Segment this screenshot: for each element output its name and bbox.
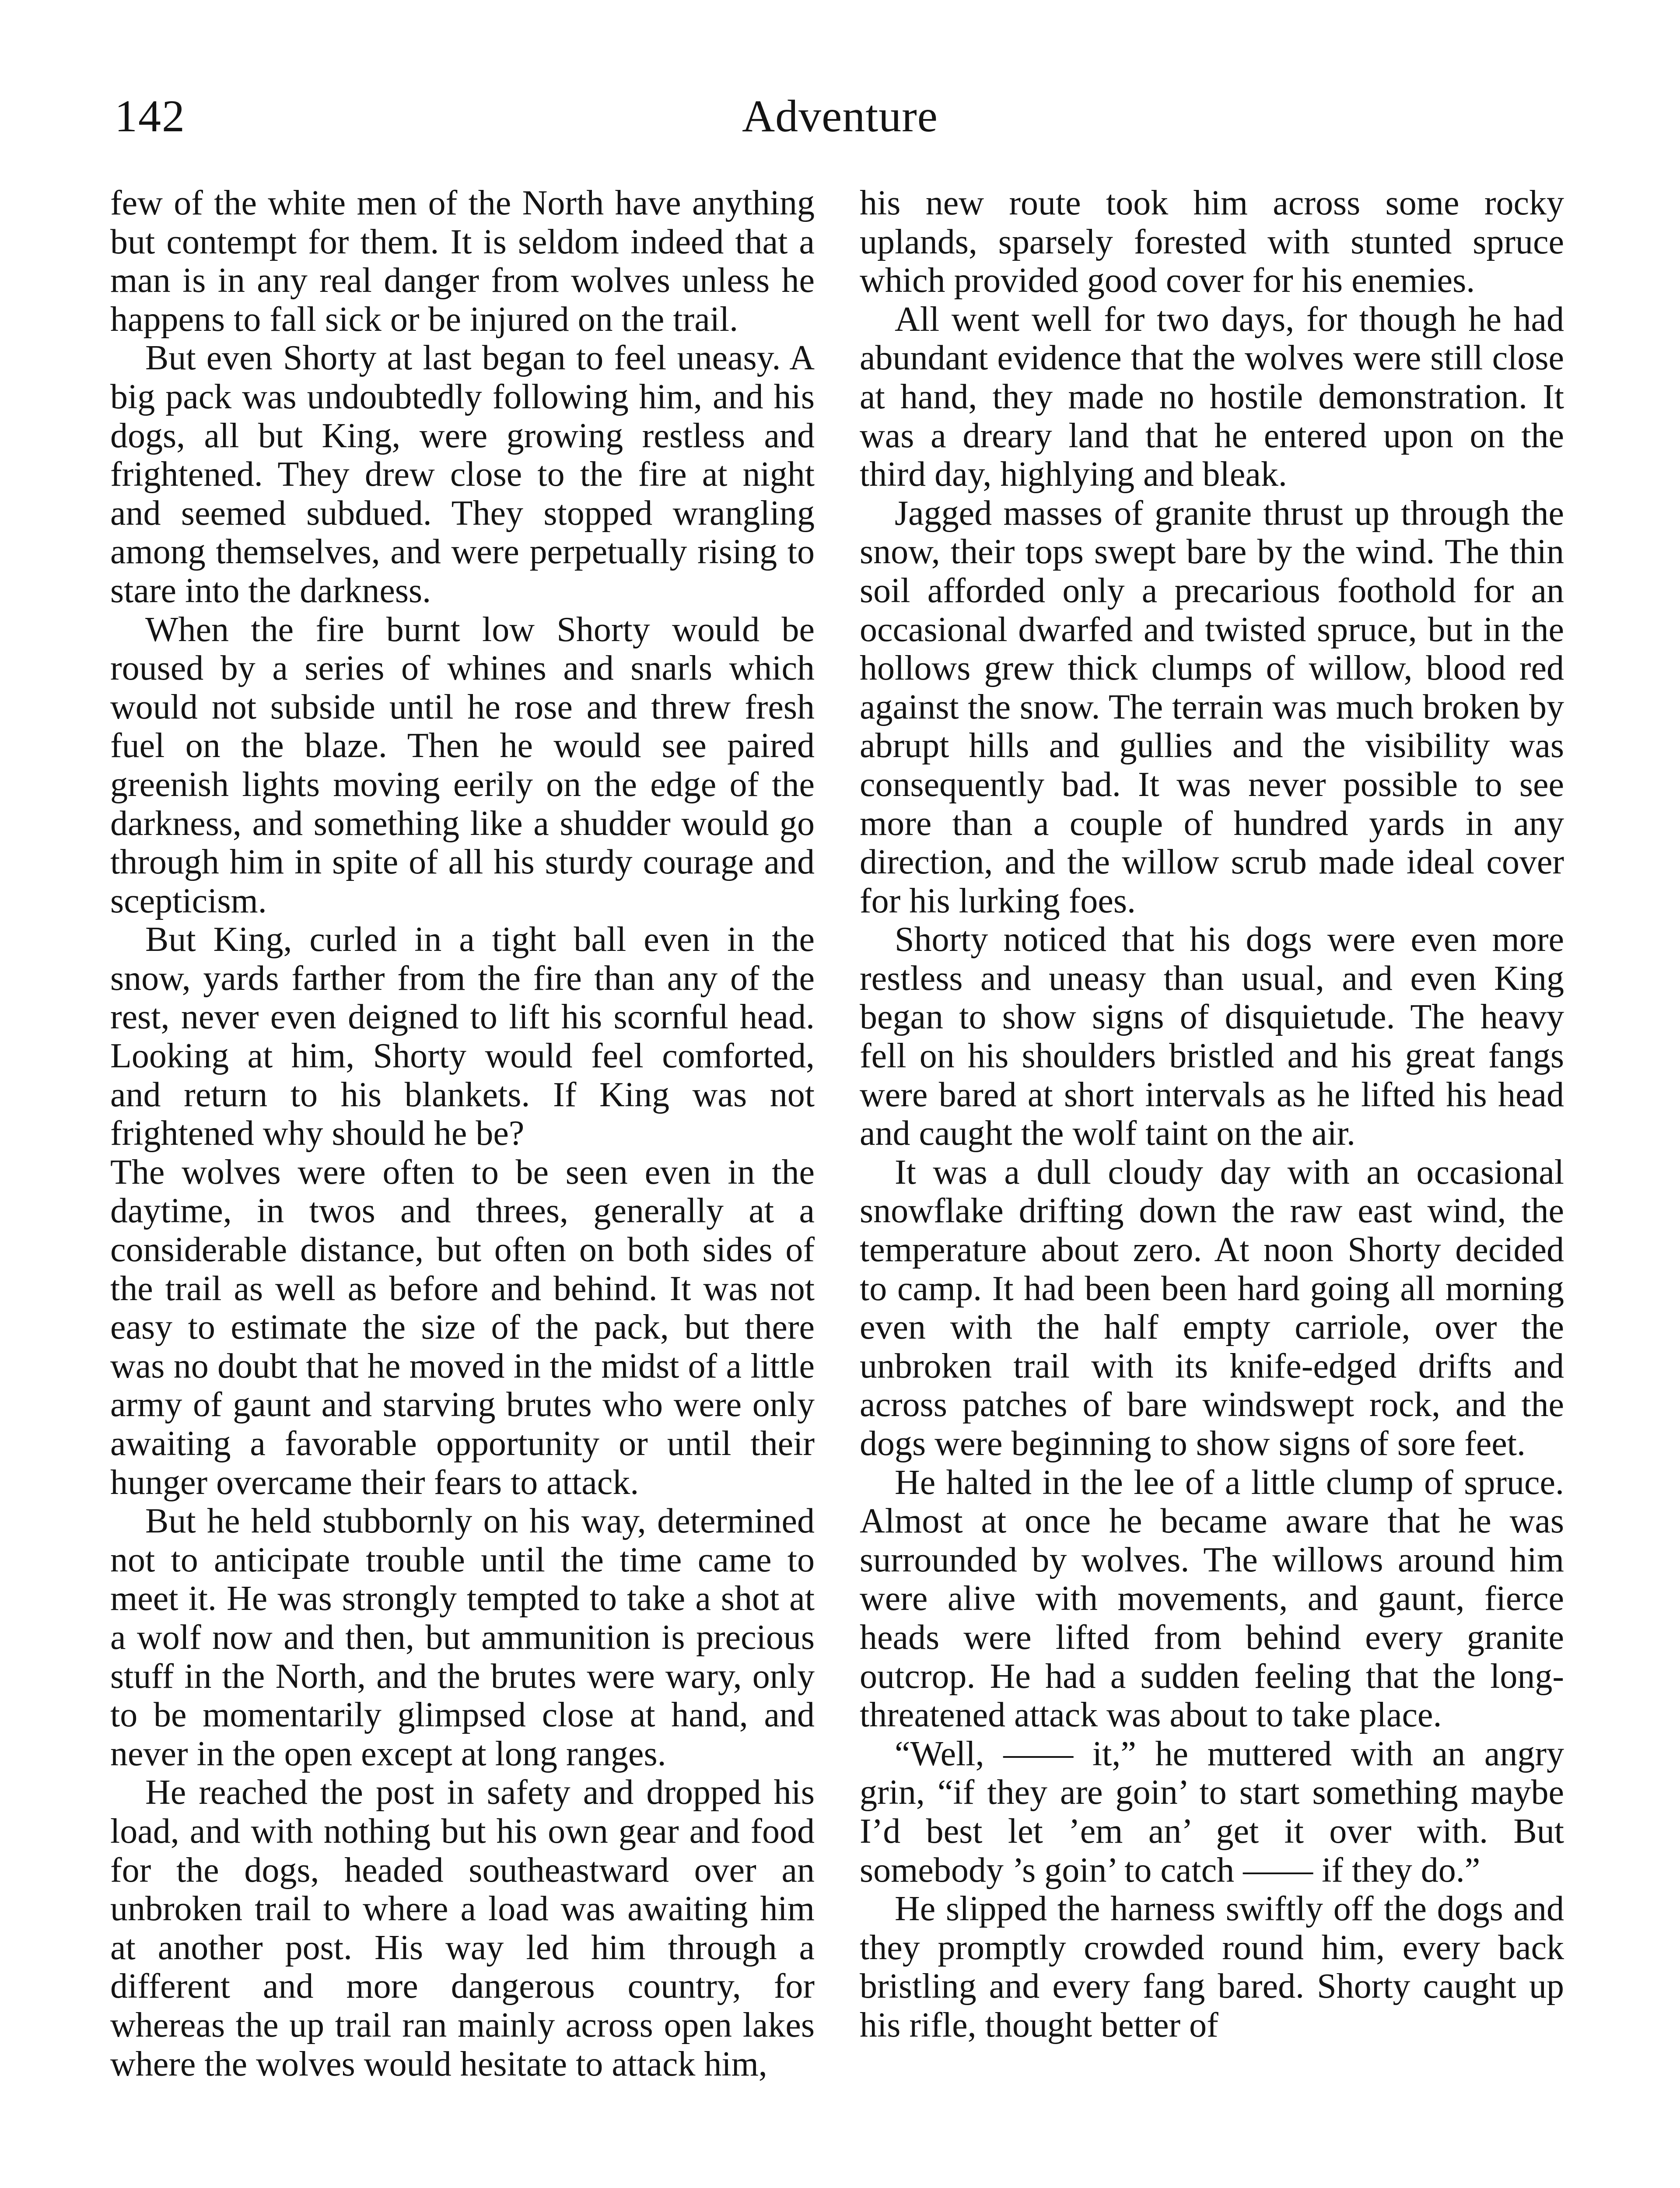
paragraph: All went well for two days, for though he had abundant evidence that the wolves were still close at hand, they made no hostile demonstration. It was a dreary land that he entered upon on the third day, highlying and bleak. (860, 300, 1564, 494)
paragraph: Jagged masses of granite thrust up through the snow, their tops swept bare by the wind. The thin soil afforded only a precarious foothold for an occasional dwarfed and twisted spruce, but in the hollows grew thick clumps of willow, blood red against the snow. The terrain was much broken by abrupt hills and gullies and the visibility was consequently bad. It was never possible to see more than a couple of hundred yards in any direction, and the willow scrub made ideal cover for his lurking foes. (860, 494, 1564, 920)
paragraph: few of the white men of the North have anything but contempt for them. It is seldom indeed that a man is in any real danger from wolves unless he happens to fall sick or be injured on the trail. (110, 184, 815, 339)
paragraph: But he held stubbornly on his way, determined not to anticipate trouble until the time came to meet it. He was strongly tempted to take a shot at a wolf now and then, but ammunition is precious stuff in the North, and the brutes were wary, only to be momentarily glimpsed close at hand, and never in the open except at long ranges. (110, 1502, 815, 1773)
paragraph: Shorty noticed that his dogs were even more restless and uneasy than usual, and even King began to show signs of disquietude. The heavy fell on his shoulders bristled and his great fangs were bared at short intervals as he lifted his head and caught the wolf taint on the air. (860, 920, 1564, 1153)
paragraph: his new route took him across some rocky uplands, sparsely forested with stunted spruce which provided good cover for his enemies. (860, 184, 1564, 300)
paragraph: But even Shorty at last began to feel uneasy. A big pack was undoubtedly following him, and his dogs, all but King, were growing restless and frightened. They drew close to the fire at night and seemed subdued. They stopped wrangling among themselves, and were perpetually rising to stare into the darkness. (110, 339, 815, 610)
page-number: 142 (115, 91, 186, 141)
paragraph: He reached the post in safety and dropped his load, and with nothing but his own gear and food for the dogs, headed southeastward over an unbroken trail to where a load was awaiting him at another post. His way led him through a different and more dangerous country, for whereas the up trail ran mainly across open lakes where the wolves would hesitate to attack him, (110, 1773, 815, 2083)
text-column-left (110, 184, 815, 2083)
running-title: Adventure (742, 91, 938, 141)
paragraph: It was a dull cloudy day with an occasional snowflake drifting down the raw east wind, the temperature about zero. At noon Shorty decided to camp. It had been been hard going all morning even with the half empty carriole, over the unbroken trail with its knife-edged drifts and across patches of bare windswept rock, and the dogs were beginning to show signs of sore feet. (860, 1153, 1564, 1463)
text-column-right (860, 184, 1564, 2045)
paragraph: But King, curled in a tight ball even in the snow, yards farther from the fire than any of the rest, never even deigned to lift his scornful head. Looking at him, Shorty would feel comforted, and return to his blankets. If King was not frightened why should he be? (110, 920, 815, 1153)
paragraph: He halted in the lee of a little clump of spruce. Almost at once he became aware that he was surrounded by wolves. The willows around him were alive with movements, and gaunt, fierce heads were lifted from behind every granite outcrop. He had a sudden feeling that the long-threatened attack was about to take place. (860, 1463, 1564, 1735)
paragraph: He slipped the harness swiftly off the dogs and they promptly crowded round him, every back bristling and every fang bared. Shorty caught up his rifle, thought better of (860, 1890, 1564, 2044)
paragraph: “Well, —— it,” he muttered with an angry grin, “if they are goin’ to start something maybe I’d best let ’em an’ get it over with. But somebody ’s goin’ to catch —— if they do.” (860, 1734, 1564, 1890)
paragraph: The wolves were often to be seen even in the daytime, in twos and threes, generally at a considerable distance, but often on both sides of the trail as well as before and behind. It was not easy to estimate the size of the pack, but there was no doubt that he moved in the midst of a little army of gaunt and starving brutes who were only awaiting a favorable opportunity or until their hunger overcame their fears to attack. (110, 1153, 815, 1502)
page-header (115, 86, 1565, 147)
paragraph: When the fire burnt low Shorty would be roused by a series of whines and snarls which would not subside until he rose and threw fresh fuel on the blaze. Then he would see paired greenish lights moving eerily on the edge of the darkness, and something like a shudder would go through him in spite of all his sturdy courage and scepticism. (110, 610, 815, 920)
